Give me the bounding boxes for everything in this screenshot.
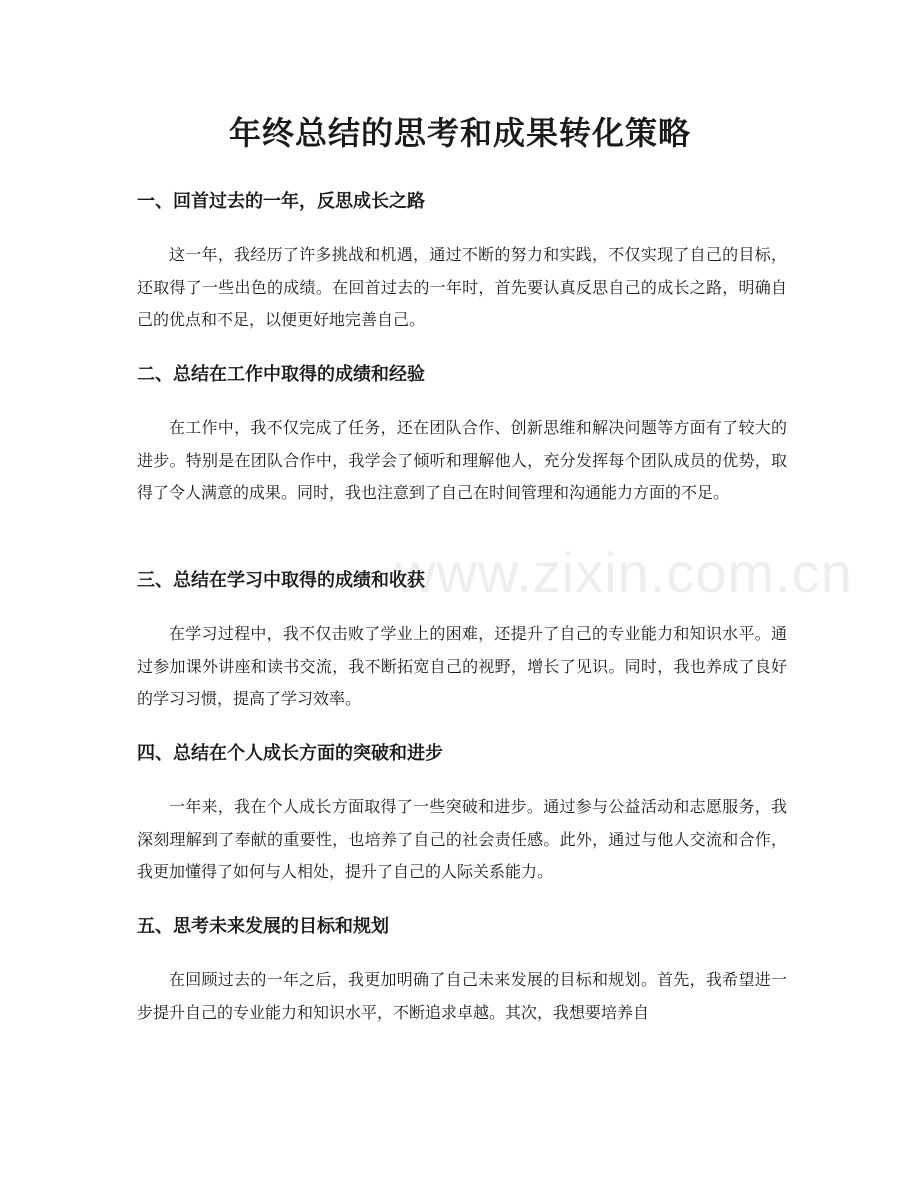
document-title: 年终总结的思考和成果转化策略 (228, 114, 691, 152)
section-heading: 四、总结在个人成长方面的突破和进步 (137, 743, 443, 764)
section-paragraph: 在回顾过去的一年之后，我更加明确了自己未来发展的目标和规划。首先，我希望进一步提升自己的专业能力和知识水平，不断追求卓越。其次，我想要培养自 (137, 970, 787, 1022)
section-heading: 一、回首过去的一年，反思成长之路 (137, 191, 425, 212)
section-heading: 二、总结在工作中取得的成绩和经验 (137, 364, 425, 385)
section-paragraph: 一年来，我在个人成长方面取得了一些突破和进步。通过参与公益活动和志愿服务，我深刻理解到了奉献的重要性，也培养了自己的社会责任感。此外，通过与他人交流和合作，我更加懂得了如何与人相处，提升了自己的人际关系能力。 (137, 797, 787, 881)
section-paragraph: 这一年，我经历了许多挑战和机遇，通过不断的努力和实践，不仅实现了自己的目标，还取得了一些出色的成绩。在回首过去的一年时，首先要认真反思自己的成长之路，明确自己的优点和不足，以便更好地完善自己。 (137, 245, 787, 329)
section-2 (137, 362, 787, 510)
section-4 (137, 741, 787, 889)
section-paragraph: 在学习过程中，我不仅击败了学业上的困难，还提升了自己的专业能力和知识水平。通过参加课外讲座和读书交流，我不断拓宽自己的视野，增长了见识。同时，我也养成了良好的学习习惯，提高了学习效率。 (137, 624, 787, 708)
section-heading: 三、总结在学习中取得的成绩和收获 (137, 570, 425, 591)
section-1 (137, 189, 787, 337)
watermark: www.zixin.com.cn (395, 541, 853, 604)
section-paragraph: 在工作中，我不仅完成了任务，还在团队合作、创新思维和解决问题等方面有了较大的进步。特别是在团队合作中，我学会了倾听和理解他人，充分发挥每个团队成员的优势，取得了令人满意的成果。同时，我也注意到了自己在时间管理和沟通能力方面的不足。 (137, 418, 787, 502)
section-heading: 五、思考未来发展的目标和规划 (137, 916, 389, 937)
section-3 (137, 568, 787, 716)
section-5 (137, 914, 787, 1029)
